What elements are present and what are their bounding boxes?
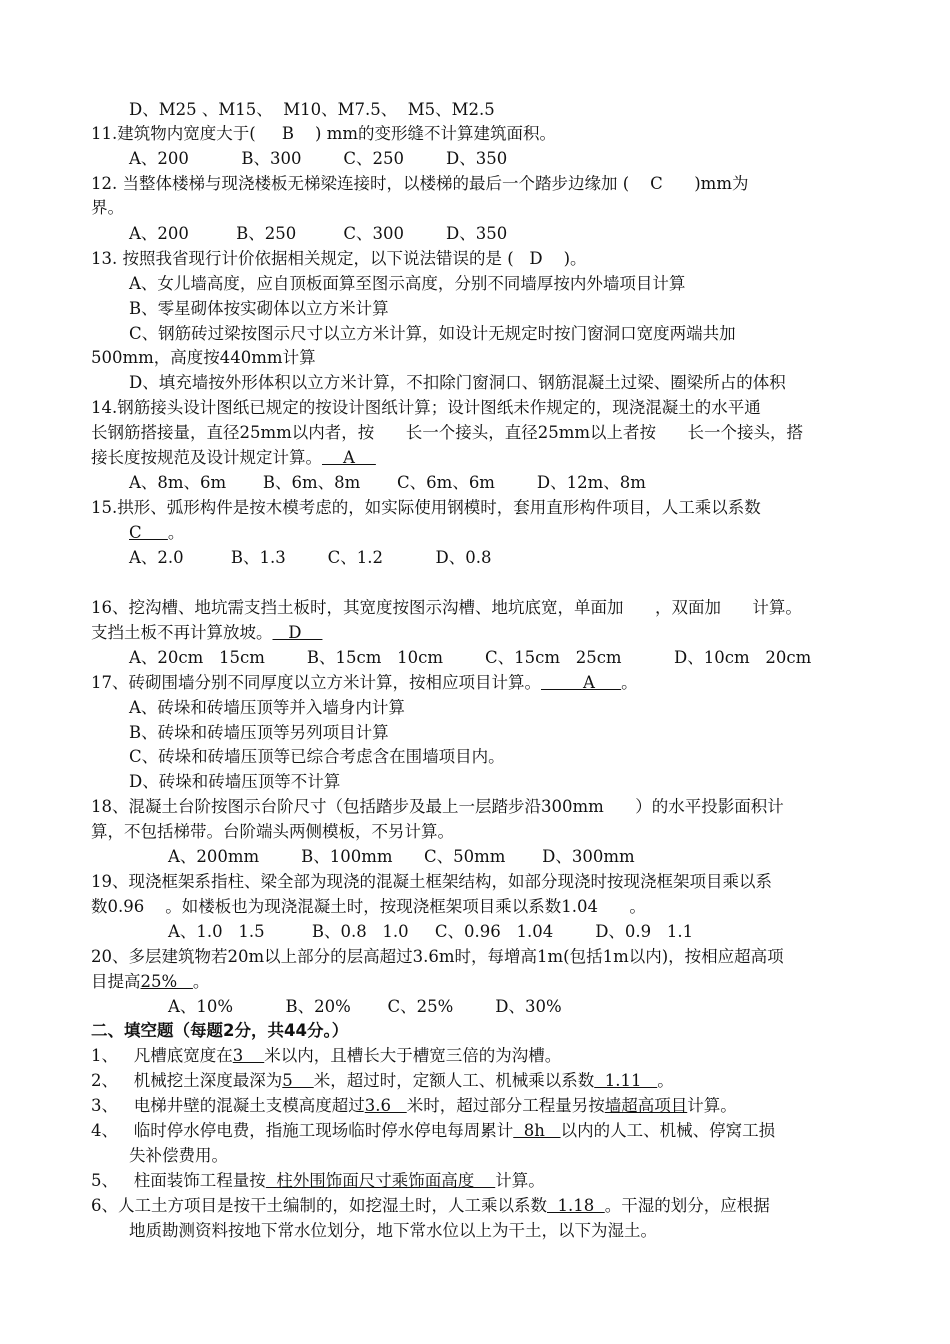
q11-options: A、200 B、300 C、250 D、350 xyxy=(129,149,508,168)
q19-stem-line2: 数0.96 。如楼板也为现浇混凝土时，按现浇框架项目乘以系数1.04 。 xyxy=(91,897,646,916)
fill-1-text: 1、 凡槽底宽度在 xyxy=(91,1046,233,1065)
q15-end: 。 xyxy=(167,523,185,542)
q13-stem: 13. 按照我省现行计价依据相关规定，以下说法错误的是 ( D )。 xyxy=(91,249,587,268)
fill-2-end: 。 xyxy=(657,1071,674,1090)
q18-stem-line2: 算，不包括梯带。台阶端头两侧模板，不另计算。 xyxy=(91,822,454,841)
fill-3 xyxy=(91,1094,737,1118)
q17-end: 。 xyxy=(621,673,638,692)
q20-options: A、10% B、20% C、25% D、30% xyxy=(168,997,562,1016)
q16-stem-text: 支挡土板不再计算放坡。 xyxy=(91,623,273,642)
q14-stem-text: 接长度按规范及设计规定计算。 xyxy=(91,448,322,467)
fill-2 xyxy=(91,1069,674,1093)
fill-6-answer: 1.18 xyxy=(547,1196,605,1215)
fill-5-text: 5、 柱面装饰工程量按 xyxy=(91,1171,266,1190)
section-heading-fill-blank: 二、填空题（每题2分，共44分。） xyxy=(91,1021,349,1040)
fill-3-end: 计算。 xyxy=(687,1096,737,1115)
q16-options: A、20cm 15cm B、15cm 10cm C、15cm 25cm D、10cm 20cm xyxy=(129,648,812,667)
q16-stem-line1: 16、挖沟槽、地坑需支挡土板时，其宽度按图示沟槽、地坑底宽，单面加 ，双面加 计算。 xyxy=(91,598,802,617)
fill-2-answer-a: 5 xyxy=(282,1071,314,1090)
q12-options: A、200 B、250 C、300 D、350 xyxy=(129,224,508,243)
q15-answer: C xyxy=(129,523,168,542)
q20-stem-line2 xyxy=(91,970,209,994)
q20-stem-text: 目提高 xyxy=(91,972,141,991)
q14-stem-line1: 14.钢筋接头设计图纸已规定的按设计图纸计算；设计图纸未作规定的，现浇混凝土的水平通 xyxy=(91,398,761,417)
q16-stem-line2 xyxy=(91,621,322,645)
q17-option-c: C、砖垛和砖墙压顶等已综合考虑含在围墙项目内。 xyxy=(129,747,505,766)
fill-1-answer: 3 xyxy=(232,1046,265,1065)
fill-1 xyxy=(91,1044,561,1068)
fill-5-answer: 柱外围饰面尺寸乘饰面高度 xyxy=(265,1171,496,1190)
fill-3-text-mid: 米时，超过部分工程量另按 xyxy=(406,1096,605,1115)
q14-stem-line3 xyxy=(91,446,376,470)
fill-4-text-end: 以内的人工、机械、停窝工损 xyxy=(560,1121,776,1140)
fill-6-line1 xyxy=(91,1194,770,1218)
fill-5-end: 计算。 xyxy=(495,1171,545,1190)
fill-6-line2: 地质勘测资料按地下常水位划分，地下常水位以上为干土，以下为湿土。 xyxy=(129,1221,657,1240)
q18-stem-line1: 18、混凝土台阶按图示台阶尺寸（包括踏步及最上一层踏步沿300mm ）的水平投影面积计 xyxy=(91,797,784,816)
q17-option-a: A、砖垛和砖墙压顶等并入墙身内计算 xyxy=(129,698,405,717)
fill-4-line1 xyxy=(91,1119,775,1143)
q18-options: A、200mm B、100mm C、50mm D、300mm xyxy=(168,847,635,866)
q17-answer: A xyxy=(541,673,622,692)
fill-5 xyxy=(91,1169,545,1193)
q11-stem: 11.建筑物内宽度大于( B ) mm的变形缝不计算建筑面积。 xyxy=(91,124,556,143)
q10-option-d: D、M25 、M15、 M10、M7.5、 M5、M2.5 xyxy=(129,100,495,119)
q20-answer: 25% xyxy=(140,972,193,991)
q15-stem-line2 xyxy=(129,521,184,545)
fill-3-text: 3、 电梯井壁的混凝土支模高度超过 xyxy=(91,1096,365,1115)
q19-options: A、1.0 1.5 B、0.8 1.0 C、0.96 1.04 D、0.9 1.1 xyxy=(168,922,694,941)
q13-option-b: B、零星砌体按实砌体以立方米计算 xyxy=(129,299,389,318)
q17-option-b: B、砖垛和砖墙压顶等另列项目计算 xyxy=(129,723,389,742)
q15-stem-line1: 15.拱形、弧形构件是按木模考虑的，如实际使用钢模时，套用直形构件项目，人工乘以系数 xyxy=(91,498,761,517)
q12-stem-line2: 界。 xyxy=(91,198,124,217)
q15-options: A、2.0 B、1.3 C、1.2 D、0.8 xyxy=(129,548,492,567)
q17-option-d: D、砖垛和砖墙压顶等不计算 xyxy=(129,772,341,791)
fill-3-answer-b: 墙超高项目 xyxy=(604,1096,688,1115)
q13-option-c-line1: C、钢筋砖过梁按图示尺寸以立方米计算，如设计无规定时按门窗洞口宽度两端共加 xyxy=(129,324,736,343)
q14-stem-line2: 长钢筋搭接量，直径25mm以内者，按 长一个接头，直径25mm以上者按 长一个接头，搭 xyxy=(91,423,804,442)
q14-answer: A xyxy=(322,448,376,467)
q13-option-a: A、女儿墙高度，应自顶板面算至图示高度，分别不同墙厚按内外墙项目计算 xyxy=(129,274,686,293)
q17-stem-text: 17、砖砌围墙分别不同厚度以立方米计算，按相应项目计算。 xyxy=(91,673,541,692)
q12-stem-line1: 12. 当整体楼梯与现浇楼板无梯梁连接时，以楼梯的最后一个踏步边缘加 ( C )mm为 xyxy=(91,174,749,193)
fill-6-text: 6、人工土方项目是按干土编制的，如挖湿土时，人工乘以系数 xyxy=(91,1196,547,1215)
q20-end: 。 xyxy=(192,972,210,991)
fill-2-text: 2、 机械挖土深度最深为 xyxy=(91,1071,283,1090)
fill-4-line2: 失补偿费用。 xyxy=(129,1146,228,1165)
q13-option-c-line2: 500mm，高度按440mm计算 xyxy=(91,348,316,367)
q19-stem-line1: 19、现浇框架系指柱、梁全部为现浇的混凝土框架结构，如部分现浇时按现浇框架项目乘以系 xyxy=(91,872,772,891)
fill-2-text-mid: 米，超过时，定额人工、机械乘以系数 xyxy=(313,1071,595,1090)
q13-option-d: D、填充墙按外形体积以立方米计算，不扣除门窗洞口、钢筋混凝土过梁、圈梁所占的体积 xyxy=(129,373,786,392)
fill-4-text: 4、 临时停水停电费，指施工现场临时停水停电每周累计 xyxy=(91,1121,514,1140)
fill-1-text-end: 米以内，且槽长大于槽宽三倍的为沟槽。 xyxy=(264,1046,562,1065)
fill-4-answer: 8h xyxy=(513,1121,561,1140)
q14-options: A、8m、6m B、6m、8m C、6m、6m D、12m、8m xyxy=(129,473,646,492)
fill-6-text-end: 。干湿的划分，应根据 xyxy=(604,1196,770,1215)
q20-stem-line1: 20、多层建筑物若20m以上部分的层高超过3.6m时，每增高1m(包括1m以内)，按相应超高项 xyxy=(91,947,784,966)
fill-2-answer-b: 1.11 xyxy=(594,1071,658,1090)
q17-stem xyxy=(91,671,638,695)
q16-answer: D xyxy=(272,623,323,642)
fill-3-answer-a: 3.6 xyxy=(364,1096,407,1115)
